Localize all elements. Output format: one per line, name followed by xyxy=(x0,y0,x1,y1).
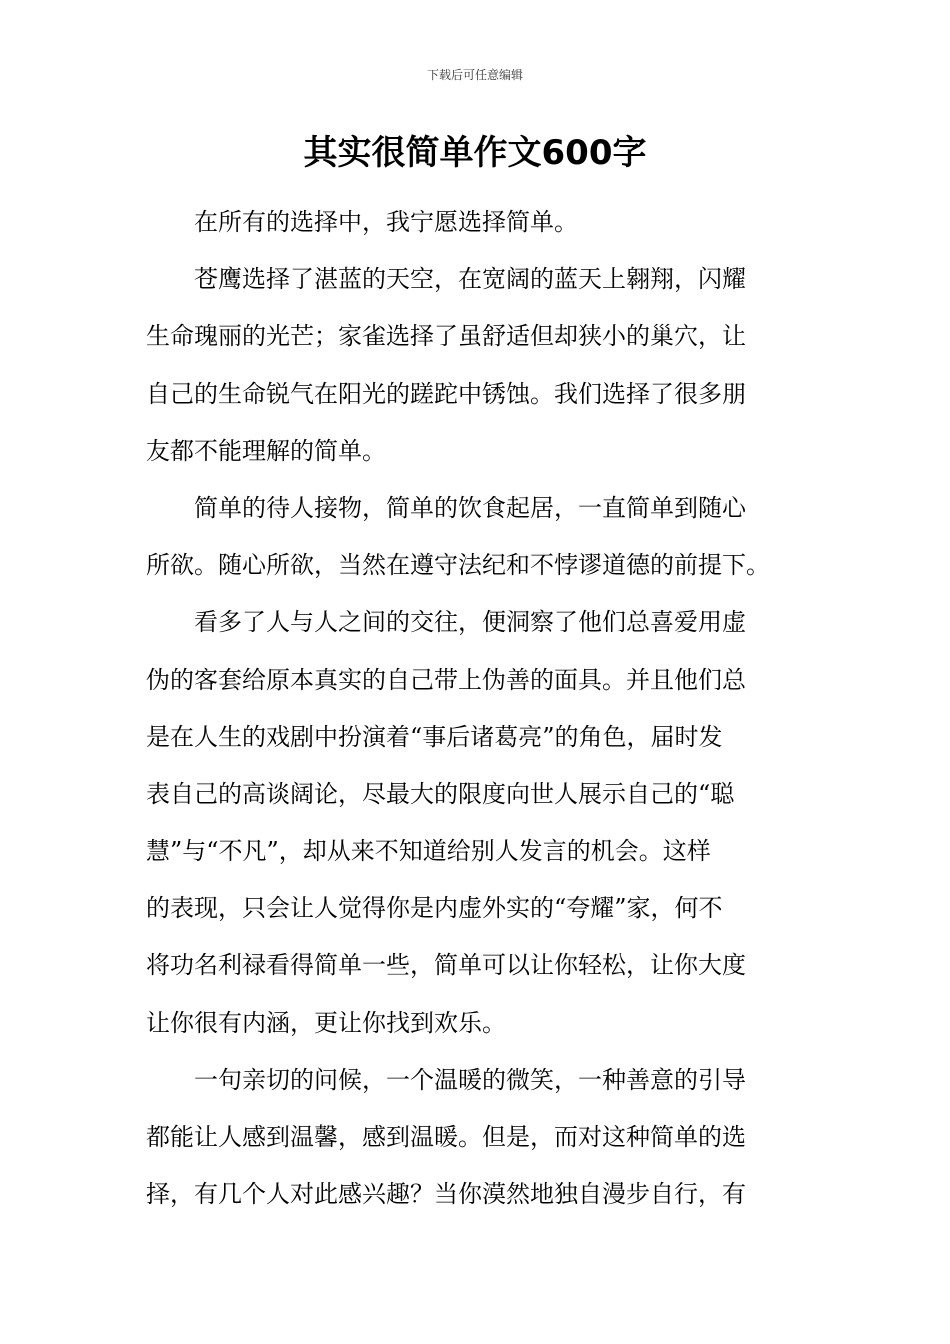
text-line: 表自己的高谈阔论，尽最大的限度向世人展示自己的“聪 xyxy=(146,779,735,808)
paragraph-3 xyxy=(146,480,806,594)
text-line: 苍鹰选择了湛蓝的天空，在宽阔的蓝天上翱翔，闪耀 xyxy=(194,265,746,294)
text-line: 是在人生的戏剧中扮演着“事后诸葛亮”的角色，届时发 xyxy=(146,722,723,751)
paragraph-2 xyxy=(146,251,806,480)
text-line: 一句亲切的问候，一个温暖的微笑，一种善意的引导 xyxy=(194,1065,746,1094)
text-line: 看多了人与人之间的交往，便洞察了他们总喜爱用虚 xyxy=(194,608,746,637)
text-line: 友都不能理解的简单。 xyxy=(146,436,386,465)
paragraph-4 xyxy=(146,594,806,1052)
document-title: 其实很简单作文600字 xyxy=(303,133,647,173)
text-line: 将功名利禄看得简单一些，简单可以让你轻松，让你大度 xyxy=(146,951,746,980)
text-line: 在所有的选择中，我宁愿选择简单。 xyxy=(194,208,578,236)
text-line: 都能让人感到温馨，感到温暖。但是，而对这种简单的选 xyxy=(146,1123,746,1151)
text-line: 所欲。随心所欲，当然在遵守法纪和不悖谬道德的前提下。 xyxy=(146,551,770,580)
text-line: 择，有几个人对此感兴趣？当你漠然地独自漫步自行，有 xyxy=(146,1180,746,1209)
paragraph-1 xyxy=(146,194,806,251)
text-line: 让你很有内涵，更让你找到欢乐。 xyxy=(146,1008,506,1037)
text-line: 自己的生命锐气在阳光的蹉跎中锈蚀。我们选择了很多朋 xyxy=(146,379,746,408)
text-line: 伪的客套给原本真实的自己带上伪善的面具。并且他们总 xyxy=(146,665,746,694)
text-line: 简单的待人接物，简单的饮食起居，一直简单到随心 xyxy=(194,493,746,522)
text-line: 慧”与“不凡”，却从来不知道给别人发言的机会。这样 xyxy=(146,837,711,866)
text-line: 生命瑰丽的光芒；家雀选择了虽舒适但却狭小的巢穴，让 xyxy=(146,322,746,351)
essay-body xyxy=(146,194,806,1223)
header-note: 下载后可任意编辑 xyxy=(426,68,523,82)
text-line: 的表现，只会让人觉得你是内虚外实的“夸耀”家，何不 xyxy=(146,894,723,923)
paragraph-5 xyxy=(146,1052,806,1224)
